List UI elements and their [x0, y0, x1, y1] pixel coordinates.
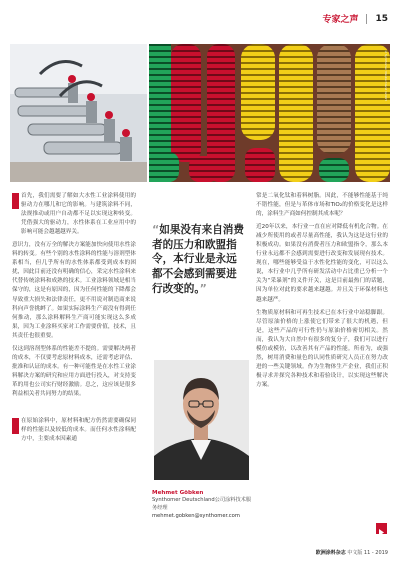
body-paragraph: 生物质原材料和可再生技术已在本行业中站稳脚跟。尽管原油价格的上涨使它们带来了很大的机遇，但是，这些产品的可行性仍与原油价格密切相关。然而，我认为大自然中有很多的复分子，我们可以进行模仿或模仿，以改善其有产品的性能。所看为，或强然，树用消费和量色的认同性质研究人员正在努力改进的一些关键领域。作为生物体生产企业，我们正积极寻求并探究各种技术和着验设计，以实现这些解决方案。 [256, 309, 388, 388]
article-column-right [256, 192, 388, 394]
publication-name: 欧洲涂料杂志 [315, 550, 346, 556]
body-paragraph: 仅这到溶剂型体系的性能差不提的。需要解决两者的成本，不仅要考虑原材料成本，还需考虑评估、批准和认证的成本。有一种可能性是在水性工业涂料解决方案的研究和应用方面进行投入，对支持变革的用也公司实行财经激励。总之，这应该是很多利益相关者共同努力的结果。 [12, 345, 136, 397]
body-paragraph: 意识力，没有万全的解决方案能加快向使用水性涂料的转变。有些个别的水性涂料的性能与溶剂型体系相当，但几乎所有的水性体系都受到成本的困扰，因此目前还没有明确的信心，采完水性涂料来代替传统涂料和成熟的技术。工业涂料领域是相当保守的，这是有原因的，因为任何性能的下降都会导致重大损失和法律责任，更不用说对制造商来说科向声誉挑衅了。如果实际涂料生产商没有得到任何推动，那么涂料解料生产商可能实现这么多成果，因为工业涂料买家对工作需要价值，技术，且其责任也很重要。 [12, 242, 136, 339]
author-title: Synthomer Deutschland公司涂料技术服务经理 [152, 497, 252, 512]
continue-arrow-icon [376, 523, 387, 534]
page-footer [316, 549, 388, 556]
springs-photo [149, 44, 390, 182]
section-paragraph: 在原始涂料中，原材料和配方仍然需要确保同样的性能以及较低的成本。而任何水性涂料配方中，主要成本因素通 [12, 417, 136, 444]
pull-quote [152, 222, 244, 297]
section-title: 专家之声 [322, 15, 359, 25]
author-email[interactable]: mehmet.gobken@synthomer.com [152, 512, 240, 519]
article-column-left [12, 192, 136, 448]
drop-cap-marker [12, 418, 19, 434]
photo-credit: ©Synthomer Deutschland GmbH [384, 50, 388, 101]
body-paragraph: 常是二氧化钛和着料树脂。因此，不能够性能基于纯不错性能，但是与革体市场和TiO₂的价格变化是这样的，涂料生产商如何控制其成本呢？ [256, 193, 388, 218]
quote-text: 如果没有来自消费者的压力和欧盟指令，本行业是永远都不会感到需要进行改变的。 [152, 224, 244, 296]
quote-open-mark: “ [152, 223, 160, 236]
header-photos [10, 44, 390, 182]
page-header [322, 12, 388, 25]
body-paragraph: 近20年以来，本行业一直在应对降低有机化合物。在减少所使用的或者尽量高性能，我认为这是这行业的积极成功。如果没有消费者压力和欧盟指令，那么本行业永远都不会感到需要进行改变和发展现有技术。现在，哪些能够受益于水性化性能的变化，可以这么说，本行业中几乎所有研发活动中占比重已分析一个关为“采暴剂”的义件开关，这是目前最热门的话题，因为单位对此的要求越来越越。并且关于环保材料也越来越严。 [256, 224, 388, 303]
edition-label: 中文版 [347, 550, 363, 556]
drop-cap-marker [12, 193, 19, 209]
intro-paragraph: 首先，我们需要了解如大水性工业涂料使用的驱动力在哪儿和它的影响。与建筑涂料不同，法规推动或用户自动都不足以实现这种转变。凭借强大的驱动力，水性体系在工业应用中的影响可能会越越越界关。 [12, 192, 136, 237]
author-portrait [154, 360, 249, 480]
quote-close-mark: ” [199, 282, 207, 296]
spray-gun-photo [10, 44, 147, 182]
header-divider [366, 14, 367, 24]
page-number: 15 [375, 13, 388, 24]
author-name: Mehmet Göbken [152, 490, 204, 496]
issue-label: 11 - 2019 [363, 550, 388, 556]
author-info [152, 489, 252, 521]
